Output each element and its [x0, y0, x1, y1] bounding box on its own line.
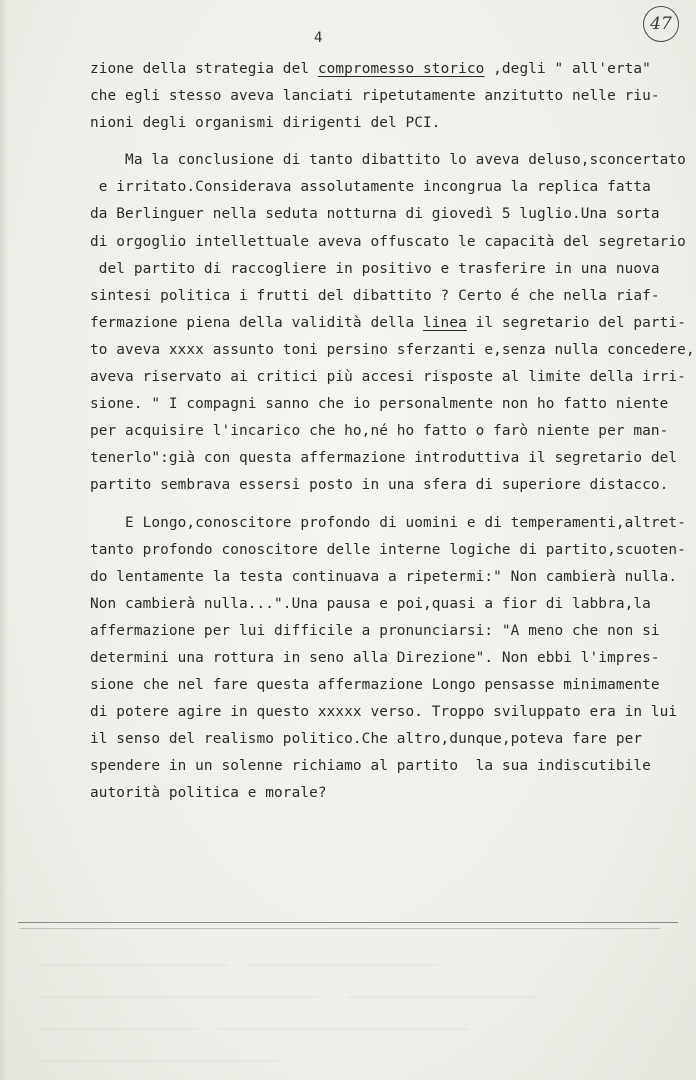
- text-line: aveva riservato ai critici più accesi risposte al limite della irri-: [90, 369, 686, 386]
- text-line: di orgoglio intellettuale aveva offuscato le capacità del segretario: [90, 233, 686, 250]
- text-line: affermazione per lui difficile a pronunciarsi: "A meno che non si: [90, 622, 660, 639]
- page-edge-shadow: [0, 0, 8, 1080]
- text-line: sione. " I compagni sanno che io personalmente non ho fatto niente: [90, 396, 669, 413]
- handwritten-folio-number: 47: [643, 6, 679, 42]
- text-segment: il segretario del parti-: [466, 314, 686, 331]
- page-number: 4: [314, 30, 323, 46]
- text-line: Non cambierà nulla...".Una pausa e poi,quasi a fior di labbra,la: [90, 595, 651, 612]
- text-line: e irritato.Considerava assolutamente incongrua la replica fatta: [90, 179, 651, 196]
- underlined-phrase: linea: [423, 314, 467, 331]
- text-line: per acquisire l'incarico che ho,né ho fatto o farò niente per man-: [90, 423, 669, 440]
- text-line: E Longo,conoscitore profondo di uomini e di temperamenti,altret-: [90, 514, 686, 531]
- text-line: che egli stesso aveva lanciati ripetutamente anzitutto nelle riu-: [90, 88, 660, 105]
- text-line: [90, 310, 686, 337]
- text-line: tanto profondo conoscitore delle interne logiche di partito,scuoten-: [90, 541, 686, 558]
- text-segment: zione della strategia del: [90, 61, 318, 77]
- text-line: do lentamente la testa continuava a ripetermi:" Non cambierà nulla.: [90, 568, 678, 585]
- text-line: [90, 56, 680, 83]
- text-line: spendere in un solenne richiamo al partito la sua indiscutibile: [90, 758, 651, 775]
- text-line: il senso del realismo politico.Che altro,dunque,poteva fare per: [90, 731, 643, 748]
- bleed-through-marks: [18, 935, 678, 1075]
- typewritten-body: [90, 56, 695, 808]
- text-segment: ,degli " all'erta": [484, 61, 651, 77]
- paragraph-gap: [90, 500, 680, 510]
- underlined-phrase: compromesso storico: [317, 61, 485, 77]
- text-line: determini una rottura in seno alla Direzione". Non ebbi l'impres-: [90, 649, 660, 666]
- text-line: sione che nel fare questa affermazione Longo pensasse minimamente: [90, 677, 660, 694]
- text-line: di potere agire in questo xxxxx verso. Troppo sviluppato era in lui: [90, 704, 678, 721]
- text-line: Ma la conclusione di tanto dibattito lo aveva deluso,sconcertato: [90, 152, 686, 169]
- text-line: partito sembrava essersi posto in una sfera di superiore distacco.: [90, 477, 669, 494]
- text-line: da Berlinguer nella seduta notturna di giovedì 5 luglio.Una sorta: [90, 206, 660, 223]
- text-segment: fermazione piena della validità della: [90, 314, 424, 331]
- text-line: autorità politica e morale?: [90, 785, 327, 802]
- text-line: nioni degli organismi dirigenti del PCI.: [90, 115, 441, 132]
- text-line: del partito di raccogliere in positivo e trasferire in una nuova: [90, 260, 660, 277]
- separator-line-faint: [20, 928, 660, 929]
- paragraph-gap: [90, 137, 680, 147]
- text-line: sintesi politica i frutti del dibattito ? Certo é che nella riaf-: [90, 287, 660, 304]
- text-line: to aveva xxxx assunto toni persino sferzanti e,senza nulla concedere,: [90, 341, 695, 358]
- separator-line: [18, 922, 678, 923]
- text-line: tenerlo":già con questa affermazione introduttiva il segretario del: [90, 450, 678, 467]
